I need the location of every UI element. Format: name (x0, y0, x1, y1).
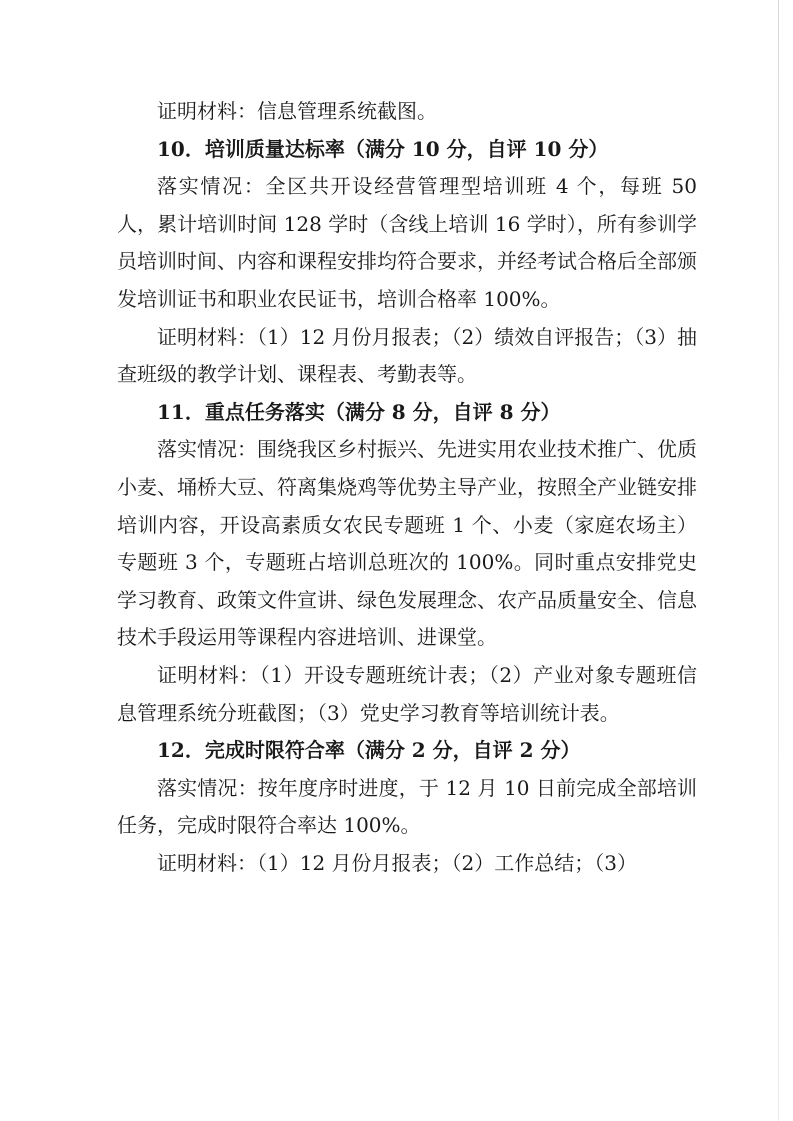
paragraph-evidence-9: 证明材料：信息管理系统截图。 (157, 99, 437, 123)
paragraph-evidence-11: 证明材料：（1）开设专题班统计表；（2）产业对象专题班信息管理系统分班截图；（3）党史学习教育等培训统计表。 (117, 662, 697, 725)
heading-item-11: 11．重点任务落实（满分 8 分，自评 8 分） (157, 399, 561, 424)
paragraph-evidence-12: 证明材料：（1）12 月份月报表；（2）工作总结；（3） (157, 850, 637, 875)
paragraph-evidence-10: 证明材料：（1）12 月份月报表；（2）绩效自评报告；（3）抽查班级的教学计划、课程表、考勤表等。 (117, 324, 697, 387)
scan-edge-line (778, 0, 779, 1121)
heading-item-12: 12．完成时限符合率（满分 2 分，自评 2 分） (157, 738, 581, 763)
document-body (117, 93, 697, 882)
paragraph-implementation-12: 落实情况：按年度序时进度，于 12 月 10 日前完成全部培训任务，完成时限符合率达 100%。 (117, 775, 697, 838)
heading-item-10: 10．培训质量达标率（满分 10 分，自评 10 分） (157, 136, 609, 161)
paragraph-implementation-10: 落实情况：全区共开设经营管理型培训班 4 个，每班 50 人，累计培训时间 128 学时（含线上培训 16 学时），所有参训学员培训时间、内容和课程安排均符合要求，并经考试合格后全部颁发培训证书和职业农民证书，培训合格率 100%。 (117, 174, 697, 311)
paragraph-implementation-11: 落实情况：围绕我区乡村振兴、先进实用农业技术推广、优质小麦、埇桥大豆、符离集烧鸡等优势主导产业，按照全产业链安排培训内容，开设高素质女农民专题班 1 个、小麦（家庭农场主）专题班 3 个，专题班占培训总班次的 100%。同时重点安排党史学习教育、政策文件宣讲、绿色发展理念、农产品质量安全、信息技术手段运用等课程内容进培训、进课堂。 (117, 437, 697, 650)
